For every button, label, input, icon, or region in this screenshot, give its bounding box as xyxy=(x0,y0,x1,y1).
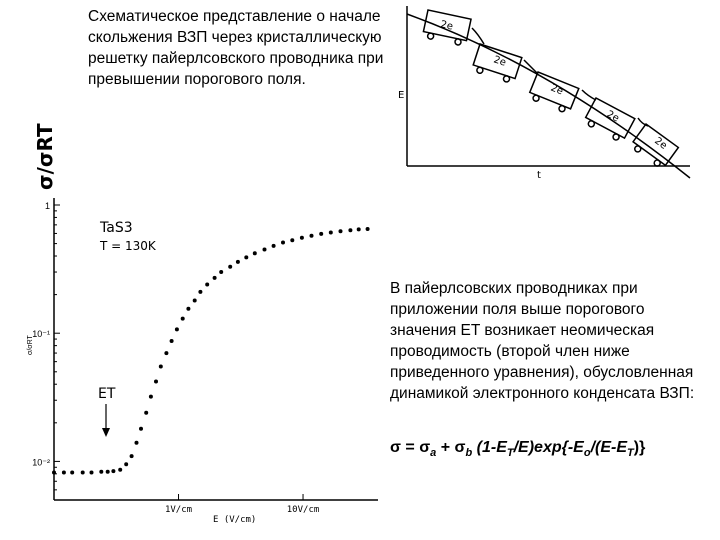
data-point xyxy=(118,468,122,472)
x-axis-label: E (V/cm) xyxy=(213,515,257,525)
y-axis-label-small: σ/σRT xyxy=(27,335,34,355)
cdw-sliding-diagram xyxy=(400,6,700,186)
x-ticks xyxy=(165,494,319,515)
formula-term-1: (1-E xyxy=(472,439,507,456)
coupling-3 xyxy=(582,90,596,100)
data-point xyxy=(236,260,240,264)
y-tick-label: 10⁻¹ xyxy=(32,329,50,340)
label-field-E: E xyxy=(398,90,405,101)
data-point xyxy=(290,238,294,242)
data-point xyxy=(329,231,333,235)
data-point xyxy=(253,251,257,255)
data-point xyxy=(228,265,232,269)
data-point xyxy=(139,427,143,431)
legend-material: TaS3 xyxy=(100,220,133,236)
formula-sub-t2: T xyxy=(627,447,634,460)
data-points xyxy=(52,227,370,475)
data-point xyxy=(339,229,343,233)
x-tick-label: 1V/cm xyxy=(164,505,193,515)
data-point xyxy=(90,471,94,475)
formula-term-2: /E)exp{-E xyxy=(513,439,584,456)
coupling-2 xyxy=(524,60,538,74)
formula-sub-o: o xyxy=(583,447,591,460)
formula-equals: = xyxy=(400,439,420,456)
formula-plus: + xyxy=(436,439,455,456)
data-point xyxy=(130,454,134,458)
explanation-text: В пайерлсовских проводниках при приложении поля выше порогового значения ET возникает неомическая проводимость (второй член ниже приведенного уравнения), обусловленная динамикой электронного конденсата ВЗП: xyxy=(390,280,695,402)
y-axis-label-rotated: σ/σRT xyxy=(33,123,57,190)
data-point xyxy=(164,351,168,355)
x-tick-label: 10V/cm xyxy=(286,505,320,515)
data-point xyxy=(348,228,352,232)
data-point xyxy=(149,395,153,399)
legend-temperature: T = 130K xyxy=(100,239,156,253)
label-2e-4: 2e xyxy=(604,108,621,125)
data-point xyxy=(70,471,74,475)
threshold-arrowhead xyxy=(102,428,110,437)
data-point xyxy=(186,307,190,311)
formula-sub-b: b xyxy=(465,447,473,460)
data-point xyxy=(62,471,66,475)
data-point xyxy=(193,299,197,303)
data-point xyxy=(124,462,128,466)
conductivity-formula xyxy=(390,438,710,463)
data-point xyxy=(219,270,223,274)
data-point xyxy=(170,339,174,343)
label-2e-2: 2e xyxy=(492,54,508,69)
data-point xyxy=(198,290,202,294)
data-point xyxy=(81,471,85,475)
label-2e-3: 2e xyxy=(548,82,565,98)
data-point xyxy=(281,241,285,245)
formula-sigma-b: σ xyxy=(454,439,466,456)
data-point xyxy=(135,441,139,445)
label-2e-1: 2e xyxy=(439,19,454,33)
coupling-4 xyxy=(638,118,648,126)
data-point xyxy=(319,232,323,236)
data-point xyxy=(52,471,56,475)
data-point xyxy=(181,317,185,321)
formula-term-3: /(E-E xyxy=(590,439,628,456)
data-point xyxy=(106,470,110,474)
data-point xyxy=(154,380,158,384)
data-point xyxy=(159,365,163,369)
label-2e-5: 2e xyxy=(652,135,669,152)
formula-close: )} xyxy=(633,439,646,456)
data-point xyxy=(205,283,209,287)
data-point xyxy=(144,411,148,415)
formula-sigma: σ xyxy=(390,439,401,456)
data-point xyxy=(300,236,304,240)
y-tick-label: 10⁻² xyxy=(32,457,50,468)
data-point xyxy=(272,244,276,248)
conductivity-chart xyxy=(18,110,398,540)
formula-sub-a: a xyxy=(430,447,437,460)
threshold-label: ET xyxy=(98,386,116,402)
y-ticks xyxy=(32,201,60,500)
y-tick-label: 1 xyxy=(44,201,50,211)
label-t: t xyxy=(537,170,541,181)
formula-sigma-a: σ xyxy=(419,439,431,456)
data-point xyxy=(175,327,179,331)
description-text: Схематическое представление о начале скольжения ВЗП через кристаллическую решетку пайерлсовского проводника при превышении порогового поля. xyxy=(88,8,384,88)
data-point xyxy=(366,227,370,231)
diagram-slope xyxy=(407,14,690,178)
data-point xyxy=(263,248,267,252)
data-point xyxy=(111,469,115,473)
data-point xyxy=(99,470,103,474)
data-point xyxy=(213,276,217,280)
formula-sub-t1: T xyxy=(506,447,514,460)
data-point xyxy=(357,227,361,231)
data-point xyxy=(244,255,248,259)
data-point xyxy=(310,234,314,238)
